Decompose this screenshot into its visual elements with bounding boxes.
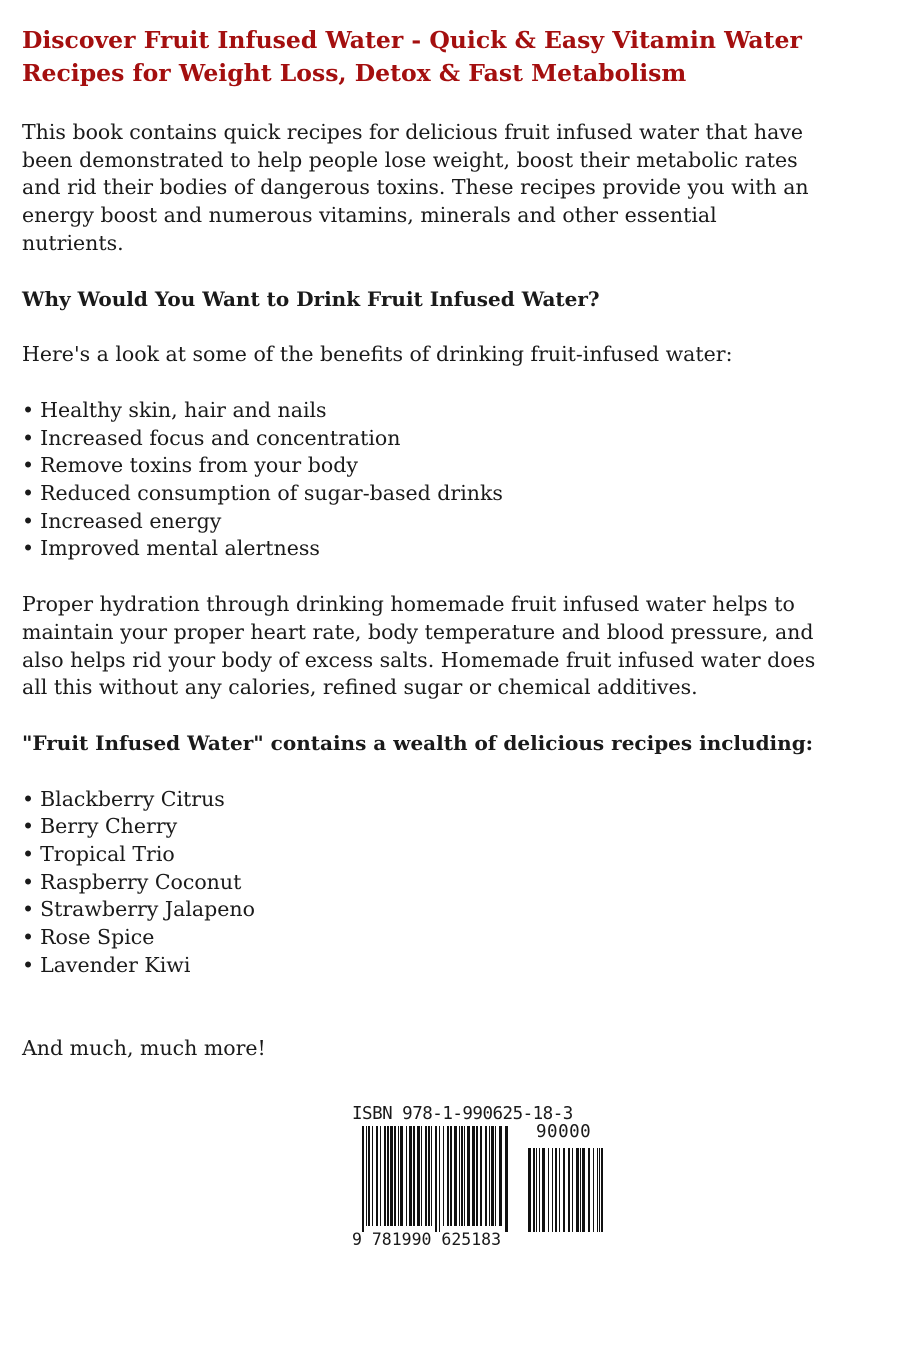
barcode-bar	[495, 1126, 496, 1226]
barcode-bar	[409, 1126, 412, 1226]
barcode-bar	[366, 1126, 367, 1226]
barcode-bar	[398, 1126, 399, 1226]
barcode-bar	[380, 1126, 381, 1226]
barcode-bar	[528, 1148, 531, 1232]
recipes-heading: "Fruit Infused Water" contains a wealth of delicious recipes including:	[22, 730, 814, 755]
barcode-bar	[413, 1126, 415, 1226]
list-item: • Increased focus and concentration	[22, 425, 892, 453]
list-item: • Blackberry Citrus	[22, 786, 892, 814]
list-item: • Remove toxins from your body	[22, 452, 892, 480]
benefits-list	[22, 397, 892, 563]
barcode-bar	[428, 1126, 430, 1226]
title-line-2: Recipes for Weight Loss, Detox & Fast Metabolism	[22, 59, 687, 87]
barcode-bar	[552, 1148, 553, 1232]
list-item: • Lavender Kiwi	[22, 952, 892, 980]
list-item: • Berry Cherry	[22, 813, 892, 841]
hydration-line: Proper hydration through drinking homemade fruit infused water helps to	[22, 592, 795, 617]
barcode-bar	[505, 1126, 508, 1232]
barcode-bar	[548, 1148, 549, 1232]
intro-line: This book contains quick recipes for delicious fruit infused water that have	[22, 120, 804, 144]
barcode-bar	[372, 1126, 373, 1226]
barcode-bar	[593, 1148, 594, 1232]
barcode-bar	[563, 1148, 565, 1232]
intro-paragraph	[22, 119, 892, 258]
barcode-bar	[582, 1148, 585, 1232]
intro-line: energy boost and numerous vitamins, minerals and other essential	[22, 203, 717, 228]
hydration-line: also helps rid your body of excess salts. Homemade fruit infused water does	[22, 647, 816, 672]
barcode-bar	[568, 1148, 570, 1232]
barcode-bar	[450, 1126, 452, 1226]
barcode-bar	[472, 1126, 475, 1226]
barcode-bar	[485, 1126, 487, 1226]
barcode-bar	[555, 1148, 557, 1232]
barcode-bar	[489, 1126, 490, 1226]
list-item: • Increased energy	[22, 508, 892, 536]
barcode-bar	[601, 1148, 603, 1232]
barcode-bar	[400, 1126, 403, 1226]
barcode-main-number: 9 781990 625183	[352, 1230, 502, 1249]
list-item: • Reduced consumption of sugar-based drinks	[22, 480, 892, 508]
barcode-bar	[421, 1126, 422, 1226]
isbn-label: ISBN 978-1-990625-18-3	[352, 1104, 573, 1124]
barcode-bar	[376, 1126, 378, 1226]
barcode-bar	[588, 1148, 590, 1232]
intro-line: and rid their bodies of dangerous toxins. These recipes provide you with an	[22, 175, 809, 200]
barcode-bar	[425, 1126, 427, 1226]
book-title	[22, 24, 892, 90]
barcode-bar	[384, 1126, 386, 1226]
barcode-bar	[539, 1148, 540, 1232]
list-item: • Raspberry Coconut	[22, 869, 892, 897]
barcode-addon-number: 90000	[536, 1122, 592, 1142]
list-item: • Improved mental alertness	[22, 535, 892, 563]
list-item: • Healthy skin, hair and nails	[22, 397, 892, 425]
barcode-bar	[464, 1126, 465, 1226]
hydration-line: maintain your proper heart rate, body temperature and blood pressure, and	[22, 619, 814, 644]
benefits-lead: Here's a look at some of the benefits of drinking fruit-infused water:	[22, 342, 733, 367]
barcode-bar	[480, 1126, 482, 1226]
intro-line: been demonstrated to help people lose weight, boost their metabolic rates	[22, 147, 798, 172]
barcode-bar	[597, 1148, 598, 1232]
list-item: • Rose Spice	[22, 924, 892, 952]
hydration-line: all this without any calories, refined sugar or chemical additives.	[22, 675, 698, 700]
recipes-list	[22, 786, 892, 980]
barcode-bar	[461, 1126, 463, 1226]
barcode-bar	[599, 1148, 600, 1232]
barcode-bar	[559, 1148, 560, 1232]
barcode-bar	[491, 1126, 494, 1226]
barcode-bar	[576, 1148, 579, 1232]
back-cover	[22, 24, 892, 1062]
list-item: • Strawberry Jalapeno	[22, 896, 892, 924]
barcode-bar	[542, 1148, 545, 1232]
barcode-bar	[459, 1126, 460, 1226]
barcode-bar	[431, 1126, 432, 1226]
barcode-bar	[394, 1126, 396, 1226]
outro-text: And much, much more!	[22, 1035, 266, 1060]
barcode-bar	[536, 1148, 537, 1232]
barcode-bar	[580, 1148, 581, 1232]
title-line-1: Discover Fruit Infused Water - Quick & Easy Vitamin Water	[22, 26, 802, 54]
barcode-bar	[447, 1126, 449, 1226]
barcode-bar	[435, 1126, 437, 1232]
barcode-bar	[368, 1126, 370, 1226]
barcode-bar	[572, 1148, 573, 1232]
barcode-bar	[417, 1126, 420, 1226]
barcode-bar	[443, 1126, 444, 1226]
barcode-bar	[406, 1126, 407, 1226]
hydration-paragraph	[22, 591, 892, 702]
barcode-bar	[362, 1126, 364, 1232]
intro-line: nutrients.	[22, 230, 124, 255]
barcode-bar	[533, 1148, 535, 1232]
list-item: • Tropical Trio	[22, 841, 892, 869]
barcode-bar	[390, 1126, 393, 1226]
isbn-barcode	[350, 1104, 620, 1254]
why-heading: Why Would You Want to Drink Fruit Infused Water?	[22, 286, 600, 311]
barcode-bar	[439, 1126, 440, 1232]
barcode-bars	[350, 1126, 615, 1234]
barcode-bar	[454, 1126, 457, 1226]
barcode-bar	[467, 1126, 470, 1226]
barcode-bar	[476, 1126, 478, 1226]
barcode-bar	[387, 1126, 389, 1226]
barcode-bar	[499, 1126, 502, 1226]
